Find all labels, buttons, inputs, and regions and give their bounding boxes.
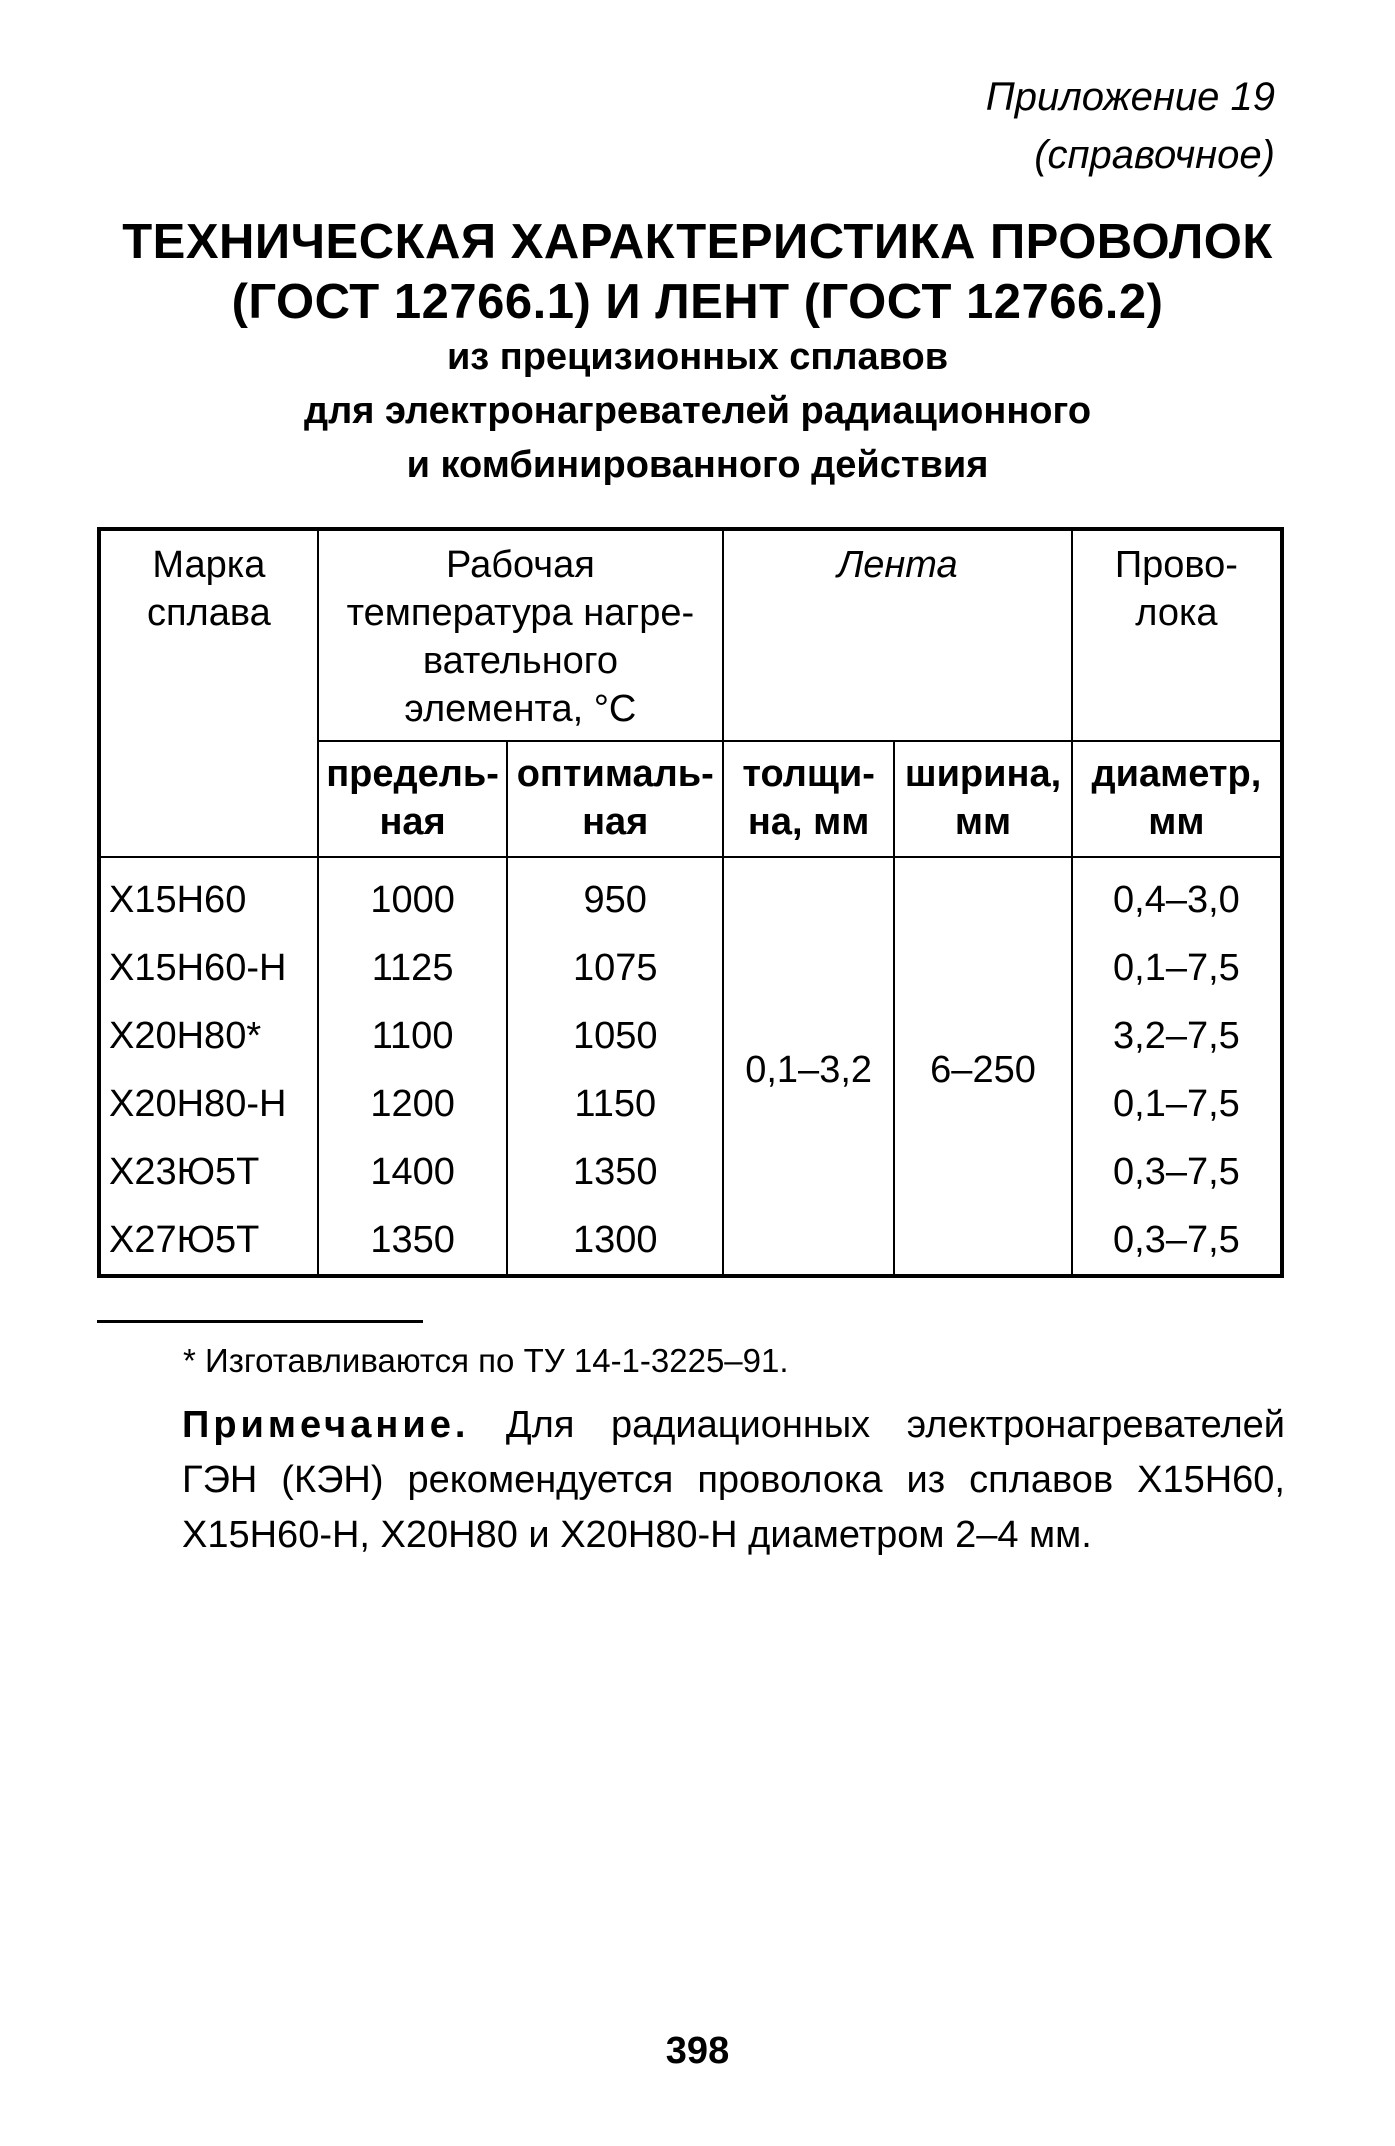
subheader-limit: предель- ная <box>318 741 508 857</box>
subheader-optimal: оптималь- ная <box>507 741 723 857</box>
table-row <box>99 857 1282 1276</box>
footnote: * Изготавливаются по ТУ 14-1-3225–91. <box>183 1342 789 1379</box>
table-header-row <box>99 529 1282 741</box>
document-title <box>0 212 1395 332</box>
footnote-divider <box>97 1320 423 1323</box>
header-tape: Лента <box>723 529 1072 741</box>
appendix-type: (справочное) <box>1034 133 1275 177</box>
subheader-thickness: толщи- на, мм <box>723 741 894 857</box>
cell-limit: 1000 1125 1100 1200 1400 1350 <box>318 857 508 1276</box>
subtitle-line-3: и комбинированного действия <box>406 444 989 486</box>
subheader-diameter: диаметр, мм <box>1072 741 1282 857</box>
appendix-label <box>986 68 1275 184</box>
note-label: Примечание. <box>182 1404 470 1446</box>
cell-grade: Х15Н60 Х15Н60-Н Х20Н80* Х20Н80-Н Х23Ю5Т Х27Ю5Т <box>99 857 318 1276</box>
cell-tape-thickness: 0,1–3,2 <box>723 857 894 1276</box>
subtitle-line-2: для электронагревателей радиационного <box>303 390 1092 432</box>
header-temperature: Рабочая температура нагре- вательного элемента, °С <box>318 529 723 741</box>
title-line-1: ТЕХНИЧЕСКАЯ ХАРАКТЕРИСТИКА ПРОВОЛОК <box>122 215 1273 269</box>
header-grade: Марка сплава <box>99 529 318 857</box>
document-subtitle <box>0 330 1395 492</box>
title-line-2: (ГОСТ 12766.1) И ЛЕНТ (ГОСТ 12766.2) <box>231 275 1164 329</box>
appendix-number: Приложение 19 <box>985 75 1275 119</box>
note-paragraph <box>182 1398 1285 1563</box>
note-text: Для радиационных электронагревателей ГЭН (КЭН) рекомендуется проволока из сплавов Х15Н60, Х15Н60-Н, Х20Н80 и Х20Н80-Н диаметром 2–4 мм. <box>182 1404 1285 1556</box>
subheader-width: ширина, мм <box>894 741 1072 857</box>
header-wire: Прово- лока <box>1072 529 1282 741</box>
cell-tape-width: 6–250 <box>894 857 1072 1276</box>
page-number: 398 <box>665 2030 730 2072</box>
cell-diameter: 0,4–3,0 0,1–7,5 3,2–7,5 0,1–7,5 0,3–7,5 0,3–7,5 <box>1072 857 1282 1276</box>
subtitle-line-1: из прецизионных сплавов <box>446 336 949 378</box>
cell-optimal: 950 1075 1050 1150 1350 1300 <box>507 857 723 1276</box>
alloy-spec-table <box>97 527 1284 1278</box>
